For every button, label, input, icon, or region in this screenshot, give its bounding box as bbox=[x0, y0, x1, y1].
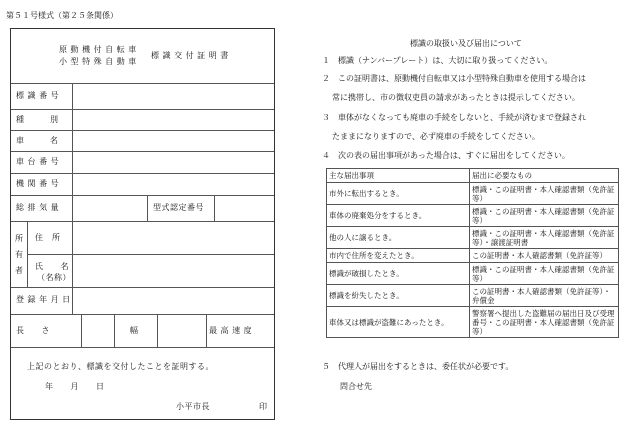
label-registration-date: 登 録 年 月 日 bbox=[16, 295, 71, 304]
table-cell: 車体の廃棄処分をするとき。 bbox=[327, 205, 470, 227]
table-row bbox=[327, 307, 619, 338]
label-name-sub: （名称） bbox=[37, 273, 71, 282]
label-frame-number: 車 台 番 号 bbox=[16, 157, 60, 166]
table-header-cell: 届出に必要なもの bbox=[470, 169, 619, 183]
column-divider bbox=[72, 221, 73, 287]
row-divider bbox=[11, 287, 274, 288]
label-engine-number: 機 関 番 号 bbox=[16, 179, 60, 188]
note-item: たままになりますので、必ず廃車の手続をしてください。 bbox=[332, 132, 540, 141]
row-divider bbox=[11, 151, 274, 152]
table-cell: 標識・この証明書・本人確認書類（免許証等）・譲渡証明書 bbox=[470, 227, 619, 249]
table-cell: 車体又は標識が盗難にあったとき。 bbox=[327, 307, 470, 338]
table-cell: 警察署へ提出した盗難届の届出日及び受理番号・この証明書・本人確認書類（免許証等） bbox=[470, 307, 619, 338]
table-cell: 標識・この証明書・本人確認書類（免許証等） bbox=[470, 205, 619, 227]
notification-table bbox=[326, 168, 619, 338]
table-cell: 標識・この証明書・本人確認書類（免許証等） bbox=[470, 183, 619, 205]
row-divider bbox=[11, 195, 274, 196]
title-line-small-special: 小 型 特 殊 自 動 車 bbox=[59, 57, 137, 66]
column-divider bbox=[72, 287, 73, 314]
table-cell: この証明書・本人確認書類（免許証等） bbox=[470, 249, 619, 263]
row-divider bbox=[27, 254, 274, 255]
table-header-cell: 主な届出事項 bbox=[327, 169, 470, 183]
column-divider bbox=[206, 314, 207, 347]
label-owner-3: 者 bbox=[15, 266, 24, 275]
row-divider bbox=[11, 173, 274, 174]
note-item-agent: ５ 代理人が届出をするときは、委任状が必要です。 bbox=[322, 362, 514, 371]
table-cell: この証明書・本人確認書類（免許証等）・弁償金 bbox=[470, 285, 619, 307]
table-cell: 標識が破損したとき。 bbox=[327, 263, 470, 285]
label-vehicle-name: 車 名 bbox=[16, 136, 59, 145]
note-item: １ 標識（ナンバープレート）は、大切に取り扱ってください。 bbox=[322, 56, 553, 65]
table-row bbox=[327, 249, 619, 263]
table-row bbox=[327, 205, 619, 227]
row-divider bbox=[11, 109, 274, 110]
label-type: 種 別 bbox=[16, 115, 59, 124]
table-row bbox=[327, 263, 619, 285]
label-owner-1: 所 bbox=[15, 234, 24, 243]
column-divider bbox=[157, 314, 158, 347]
date-line: 年 月 日 bbox=[45, 382, 105, 391]
column-divider bbox=[147, 195, 148, 221]
row-divider bbox=[11, 221, 274, 222]
table-header-row bbox=[327, 169, 619, 183]
column-divider bbox=[27, 221, 28, 287]
table-cell: 他の人に譲るとき。 bbox=[327, 227, 470, 249]
form-title: 標 識 交 付 証 明 書 bbox=[151, 51, 229, 60]
title-line-moped: 原 動 機 付 自 転 車 bbox=[59, 45, 137, 54]
column-divider bbox=[214, 195, 215, 221]
row-divider bbox=[11, 130, 274, 131]
table-row bbox=[327, 183, 619, 205]
table-cell: 市内で住所を変えたとき。 bbox=[327, 249, 470, 263]
table-cell: 標識を紛失したとき。 bbox=[327, 285, 470, 307]
column-divider bbox=[72, 83, 73, 221]
label-plate-number: 標 識 番 号 bbox=[16, 91, 60, 100]
notes-title: 標識の取扱い及び届出について bbox=[410, 39, 522, 48]
table-cell: 市外に転出するとき。 bbox=[327, 183, 470, 205]
certificate-form bbox=[10, 28, 275, 420]
label-displacement: 総 排 気 量 bbox=[16, 203, 60, 212]
mayor-name: 小平市長 bbox=[176, 402, 210, 411]
certify-text: 上記のとおり、標識を交付したことを証明する。 bbox=[27, 362, 214, 371]
note-item: ２ この証明書は、原動機付自転車又は小型特殊自動車を使用する場合は bbox=[322, 74, 586, 83]
label-width: 幅 bbox=[130, 326, 139, 335]
row-divider bbox=[11, 347, 274, 348]
form-number: 第５１号様式（第２５条関係） bbox=[6, 11, 118, 20]
label-name: 氏 名 bbox=[35, 262, 69, 271]
label-model-cert-number: 型式認定番号 bbox=[153, 203, 204, 212]
note-item: 常に携帯し、市の徴収吏員の請求があったときは提示してください。 bbox=[332, 93, 580, 102]
inquiry-label: 問合せ先 bbox=[340, 382, 372, 391]
label-address: 住 所 bbox=[35, 233, 61, 242]
label-owner-2: 有 bbox=[15, 250, 24, 259]
row-divider bbox=[11, 83, 274, 84]
table-row bbox=[327, 227, 619, 249]
seal-mark: 印 bbox=[259, 402, 268, 411]
label-length: 長 さ bbox=[16, 326, 50, 335]
note-item: ４ 次の表の届出事項があった場合は、すぐに届出をしてください。 bbox=[322, 151, 570, 160]
table-row bbox=[327, 285, 619, 307]
note-item: ３ 車体がなくなっても廃車の手続をしないと、手続が済むまで登録され bbox=[322, 113, 586, 122]
column-divider bbox=[114, 314, 115, 347]
column-divider bbox=[81, 314, 82, 347]
label-max-speed: 最 高 速 度 bbox=[209, 326, 253, 335]
row-divider bbox=[11, 314, 274, 315]
table-cell: 標識・この証明書・本人確認書類（免許証等） bbox=[470, 263, 619, 285]
